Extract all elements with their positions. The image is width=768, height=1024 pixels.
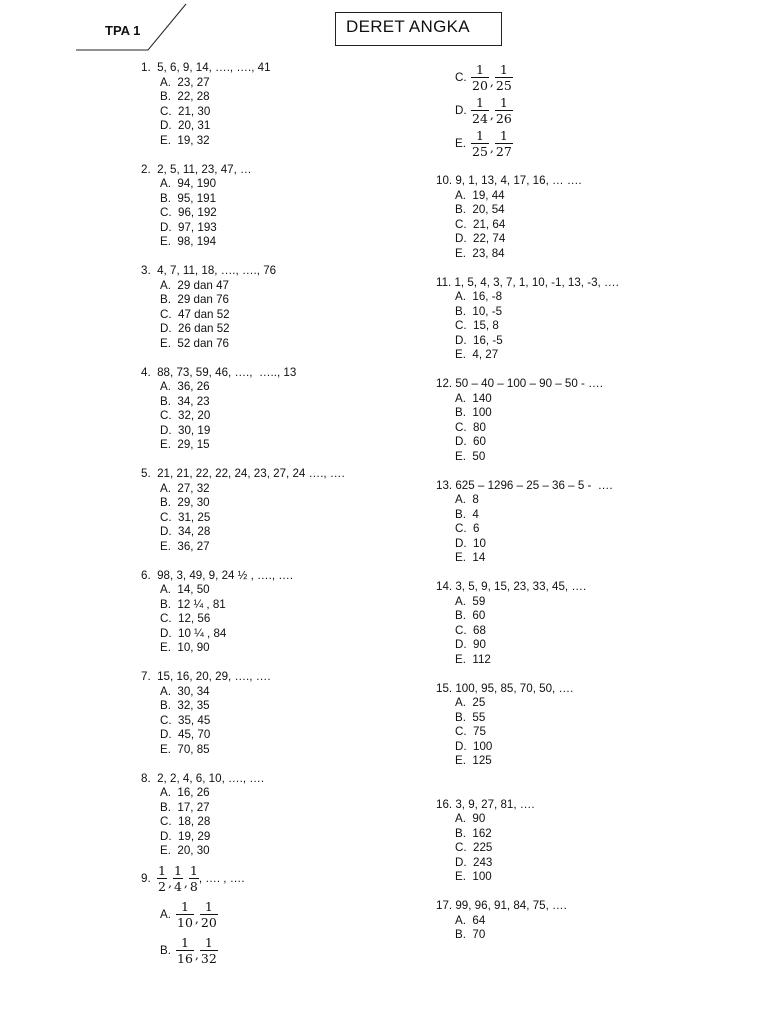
answer-option: E. 52 dan 76 — [160, 336, 229, 350]
answer-option: A. 59 — [455, 594, 486, 608]
comma-separator: , — [183, 875, 188, 890]
answer-option: D. 243 — [455, 855, 493, 869]
answer-option: A. 23, 27 — [160, 75, 210, 89]
question-stem: 4. 88, 73, 59, 46, …., ….., 13 — [141, 365, 297, 379]
answer-option: E. 36, 27 — [160, 539, 210, 553]
answer-option: E. 50 — [455, 449, 486, 463]
answer-option: D. 100 — [455, 739, 493, 753]
answer-option: E. 98, 194 — [160, 235, 217, 248]
answer-option: E. 19, 32 — [160, 133, 210, 147]
answer-option: E. 23, 84 — [455, 246, 505, 260]
answer-options — [141, 380, 345, 453]
question-stem: 6. 98, 3, 49, 9, 24 ½ , …., …. — [141, 568, 294, 582]
answer-options — [141, 583, 345, 656]
question-stem: 11. 1, 5, 4, 3, 7, 1, 10, -1, 13, -3, …. — [436, 275, 619, 289]
fraction-numerator: 1 — [499, 128, 508, 143]
question-stem: 16. 3, 9, 27, 81, …. — [436, 797, 535, 811]
question-item — [436, 798, 619, 885]
answer-option: C. 15, 8 — [455, 319, 499, 332]
fraction-numerator: 1 — [475, 62, 484, 77]
comma-separator: , — [489, 140, 494, 155]
answer-option: E. 100 — [455, 870, 492, 883]
answer-option: A. 36, 26 — [160, 380, 210, 393]
fraction-denominator: 24 — [472, 111, 488, 126]
answer-option: A. 25 — [455, 696, 486, 709]
fraction — [189, 863, 199, 894]
comma-separator: , — [167, 875, 172, 890]
fraction-numerator: 1 — [475, 128, 484, 143]
question-item — [436, 899, 619, 943]
answer-option: C. 31, 25 — [160, 510, 211, 524]
answer-option: C. 75 — [455, 725, 486, 738]
answer-options — [141, 786, 345, 859]
fraction-denominator: 32 — [200, 951, 217, 966]
answer-option: B. 60 — [455, 609, 486, 622]
fraction — [173, 863, 183, 894]
header-label: TPA 1 — [105, 23, 141, 38]
stem-tail: , …. , …. — [198, 872, 245, 885]
answer-option: E. 29, 15 — [160, 438, 210, 451]
answer-options — [436, 290, 619, 363]
question-stem: 2. 2, 5, 11, 23, 47, … — [141, 162, 252, 176]
question-stem: 10. 9, 1, 13, 4, 17, 16, … …. — [436, 174, 582, 187]
answer-option: A. 14, 50 — [160, 583, 210, 596]
right-column — [436, 174, 619, 957]
answer-option: E. 14 — [455, 551, 486, 564]
answer-option: D. 30, 19 — [160, 423, 211, 437]
question-stem: 1. 5, 6, 9, 14, …., …., 41 — [141, 61, 271, 74]
answer-option: D. 60 — [455, 435, 486, 448]
comma-separator: , — [489, 74, 494, 89]
option-label: E. — [455, 137, 466, 150]
answer-option: A. 94, 190 — [160, 177, 217, 190]
answer-option: B. 22, 28 — [160, 90, 210, 103]
fraction — [471, 128, 489, 159]
question-stem: 14. 3, 5, 9, 15, 23, 33, 45, …. — [436, 580, 587, 593]
question-item — [436, 174, 619, 261]
answer-option: D. 26 dan 52 — [160, 322, 230, 335]
answer-options — [436, 696, 619, 769]
answer-option: D. 10 ¼ , 84 — [160, 626, 227, 640]
answer-option: A. 140 — [455, 391, 492, 405]
answer-options — [141, 76, 345, 149]
question-item — [436, 276, 619, 363]
option-label: D. — [455, 104, 467, 117]
fraction-numerator: 1 — [204, 899, 213, 914]
fraction — [471, 95, 489, 126]
answer-option: E. 125 — [455, 754, 492, 767]
answer-option: C. 21, 64 — [455, 217, 506, 231]
fraction — [495, 62, 513, 93]
answer-option: A. 16, -8 — [455, 290, 503, 303]
question-stem: 17. 99, 96, 91, 84, 75, …. — [436, 899, 567, 912]
answer-option: B. 95, 191 — [160, 191, 217, 205]
answer-option: B. 55 — [455, 710, 486, 724]
fraction — [176, 899, 194, 930]
question-item — [436, 682, 619, 769]
fraction-numerator: 1 — [173, 863, 182, 878]
question-number: 9. — [141, 872, 151, 885]
question-item — [141, 772, 345, 859]
answer-options — [141, 482, 345, 555]
question-stem: 3. 4, 7, 11, 18, …., …., 76 — [141, 264, 277, 277]
question-item — [141, 163, 345, 250]
answer-option: C. 18, 28 — [160, 815, 211, 828]
answer-option: D. 45, 70 — [160, 728, 211, 741]
answer-option: B. 29 dan 76 — [160, 293, 229, 306]
answer-option: B. 4 — [455, 507, 479, 521]
answer-options — [436, 493, 619, 566]
answer-option: D. 19, 29 — [160, 829, 211, 843]
question-item — [436, 377, 619, 464]
question-item — [141, 467, 345, 554]
answer-option: C. 225 — [455, 841, 493, 854]
fraction-numerator: 1 — [475, 95, 484, 110]
question-item — [141, 61, 345, 148]
fraction — [471, 62, 489, 93]
question-item — [141, 366, 345, 453]
fraction-denominator: 25 — [472, 144, 488, 159]
option-label: C. — [455, 71, 467, 84]
answer-option: C. 35, 45 — [160, 713, 211, 727]
answer-options — [436, 392, 619, 465]
answer-option: A. 27, 32 — [160, 481, 210, 495]
fraction-denominator: 27 — [495, 144, 512, 159]
question-item — [436, 479, 619, 566]
answer-option: A. 8 — [455, 493, 479, 506]
answer-option — [160, 934, 245, 967]
answer-option: C. 68 — [455, 623, 486, 637]
question-stem: 13. 625 – 1296 – 25 – 36 – 5 - …. — [436, 478, 613, 492]
comma-separator: , — [194, 947, 199, 962]
answer-option: C. 47 dan 52 — [160, 307, 230, 321]
fraction-denominator: 25 — [495, 78, 512, 93]
answer-option: B. 29, 30 — [160, 496, 210, 509]
fraction-numerator: 1 — [499, 62, 508, 77]
answer-option: C. 12, 56 — [160, 612, 211, 625]
question-stem: 15. 100, 95, 85, 70, 50, …. — [436, 681, 574, 695]
fraction-numerator: 1 — [189, 863, 198, 878]
answer-option: C. 6 — [455, 522, 480, 535]
left-column — [141, 61, 345, 873]
answer-option — [160, 898, 245, 931]
fraction-numerator: 1 — [180, 899, 189, 914]
answer-option: C. 32, 20 — [160, 409, 211, 422]
answer-option: C. 80 — [455, 420, 486, 434]
question-stem: 8. 2, 2, 4, 6, 10, …., …. — [141, 771, 265, 785]
answer-options — [141, 177, 345, 250]
answer-options — [141, 279, 345, 352]
answer-option: A. 90 — [455, 812, 486, 825]
question-item — [141, 264, 345, 351]
fraction-denominator: 8 — [189, 879, 198, 894]
answer-option: B. 32, 35 — [160, 699, 210, 712]
answer-option: D. 97, 193 — [160, 220, 217, 234]
answer-options — [436, 914, 619, 943]
question-stem: 5. 21, 21, 22, 22, 24, 23, 27, 24 …., …. — [141, 467, 345, 480]
answer-option: A. 29 dan 47 — [160, 278, 229, 292]
answer-option: B. 17, 27 — [160, 800, 210, 814]
answer-option: D. 16, -5 — [455, 333, 503, 347]
question-item — [436, 580, 619, 667]
answer-option: E. 10, 90 — [160, 641, 210, 654]
answer-option: C. 96, 192 — [160, 206, 217, 219]
answer-option: B. 12 ¼ , 81 — [160, 597, 226, 611]
answer-option: D. 34, 28 — [160, 525, 211, 538]
fraction-denominator: 4 — [173, 879, 182, 894]
answer-option: A. 30, 34 — [160, 684, 210, 698]
question-stem — [141, 862, 245, 895]
question-stem: 12. 50 – 40 – 100 – 90 – 50 - …. — [436, 377, 603, 390]
question-9 — [141, 862, 245, 967]
answer-options — [436, 189, 619, 262]
answer-option: B. 20, 54 — [455, 203, 505, 216]
answer-option: D. 22, 74 — [455, 232, 506, 245]
answer-option: B. 162 — [455, 826, 492, 840]
fraction-denominator: 26 — [495, 111, 512, 126]
answer-option: E. 112 — [455, 652, 491, 666]
question-9-continued — [455, 61, 513, 160]
answer-option: B. 34, 23 — [160, 394, 210, 408]
fraction-denominator: 20 — [472, 78, 488, 93]
comma-separator: , — [194, 911, 199, 926]
answer-option — [455, 127, 513, 160]
fraction-denominator: 10 — [177, 915, 193, 930]
fraction — [495, 128, 513, 159]
fraction — [200, 935, 218, 966]
answer-options — [141, 685, 345, 758]
answer-option — [455, 61, 513, 94]
answer-option: A. 64 — [455, 913, 486, 927]
question-item — [141, 569, 345, 656]
answer-option — [455, 94, 513, 127]
answer-options — [436, 595, 619, 668]
option-label: B. — [160, 944, 171, 957]
fraction — [495, 95, 513, 126]
fraction-numerator: 1 — [158, 863, 166, 878]
answer-option: E. 4, 27 — [455, 348, 499, 361]
fraction — [157, 863, 167, 894]
fraction-numerator: 1 — [499, 95, 508, 110]
fraction-denominator: 16 — [177, 951, 193, 966]
answer-option: C. 21, 30 — [160, 104, 211, 118]
answer-option: B. 10, -5 — [455, 304, 503, 318]
answer-option: B. 70 — [455, 928, 486, 941]
answer-option: D. 20, 31 — [160, 119, 211, 132]
answer-option: D. 10 — [455, 536, 486, 550]
fraction-numerator: 1 — [204, 935, 213, 950]
answer-option: E. 20, 30 — [160, 844, 210, 857]
fraction-numerator: 1 — [180, 935, 189, 950]
answer-options — [436, 812, 619, 885]
fraction — [200, 899, 218, 930]
fraction-denominator: 20 — [200, 915, 217, 930]
question-stem: 7. 15, 16, 20, 29, …., …. — [141, 670, 271, 683]
answer-option: A. 19, 44 — [455, 188, 505, 202]
fraction-denominator: 2 — [158, 879, 166, 894]
question-item — [141, 670, 345, 757]
answer-option: D. 90 — [455, 638, 486, 651]
answer-option: A. 16, 26 — [160, 786, 210, 799]
comma-separator: , — [489, 107, 494, 122]
answer-option: E. 70, 85 — [160, 742, 210, 756]
answer-option: B. 100 — [455, 406, 492, 419]
fraction — [176, 935, 194, 966]
page-title: DERET ANGKA — [335, 12, 502, 46]
option-label: A. — [160, 908, 171, 921]
